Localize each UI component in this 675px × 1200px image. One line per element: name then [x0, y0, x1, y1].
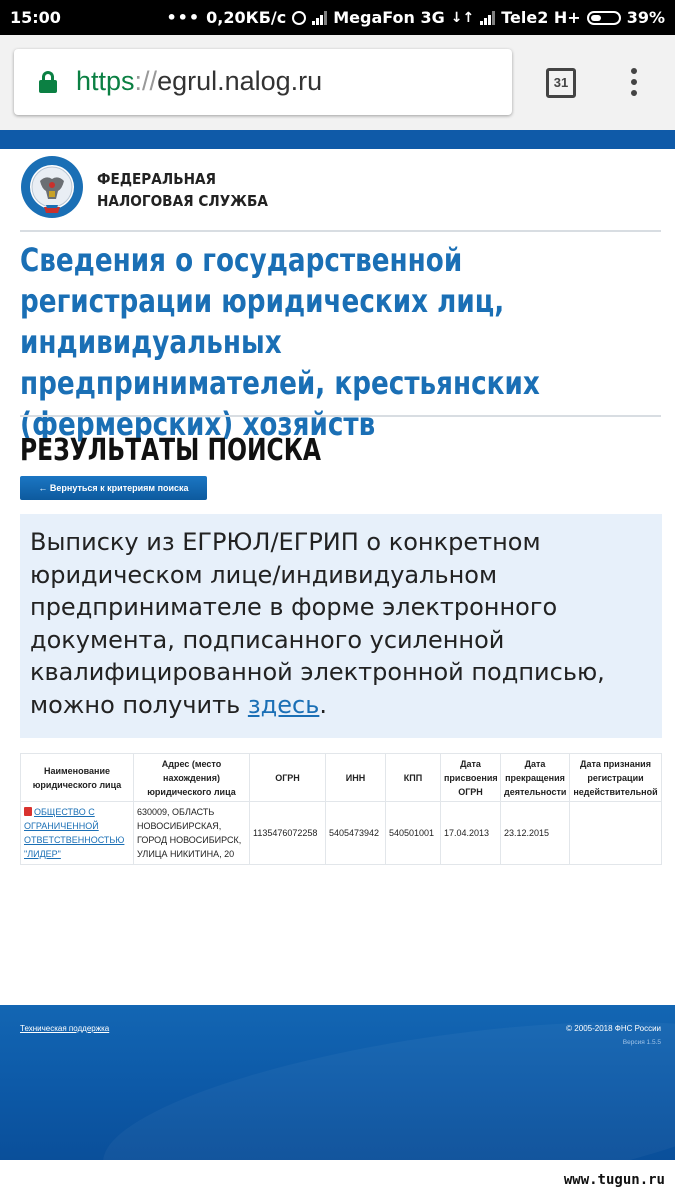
table-header-row [21, 754, 662, 802]
column-header: Дата признания регистрации недействительной [570, 754, 662, 802]
site-footer [0, 1005, 675, 1160]
signal-icon-2 [480, 11, 495, 25]
watermark: www.tugun.ru [563, 1172, 665, 1188]
info-box: Выписку из ЕГРЮЛ/ЕГРИП о конкретном юридическом лице/индивидуальном предпринимателе в форме электронного документа, подписанного усиленной квалифицированной электронной подписью, можно получить здесь. [20, 514, 662, 738]
status-indicators [166, 8, 665, 27]
battery-percent: 39% [626, 8, 665, 27]
address-bar[interactable] [14, 49, 512, 115]
carrier-2: Tele2 H+ [501, 8, 581, 27]
url-text[interactable]: https://egrul.nalog.ru [76, 66, 323, 96]
tab-switcher-button[interactable]: 31 [546, 68, 576, 98]
column-header: КПП [386, 754, 441, 802]
download-extract-link[interactable]: здесь [247, 690, 320, 719]
divider [20, 415, 661, 417]
version-label: Версия 1.5.5 [622, 1039, 661, 1046]
column-header: Дата присвоения ОГРН [441, 754, 501, 802]
ogrn-cell: 1135476072258 [250, 802, 326, 865]
back-to-criteria-button[interactable]: ← Вернуться к критериям поиска [20, 476, 207, 500]
signal-icon [312, 11, 327, 25]
pdf-icon[interactable] [24, 807, 32, 816]
info-text: Выписку из ЕГРЮЛ/ЕГРИП о конкретном юридическом лице/индивидуальном предпринимателе в форме электронного документа, подписанного усиленной квалифицированной электронной подписью, можно получить [30, 528, 605, 719]
column-header: ИНН [326, 754, 386, 802]
ogrn-date-cell: 17.04.2013 [441, 802, 501, 865]
end-date-cell: 23.12.2015 [501, 802, 570, 865]
company-name-cell [21, 802, 134, 865]
page-title: Сведения о государственной регистрации юридических лиц, индивидуальных предпринимателей, крестьянских (фермерских) хозяйств [20, 241, 540, 443]
alarm-icon [292, 11, 306, 25]
battery-icon [587, 11, 621, 25]
browser-toolbar [0, 35, 675, 130]
results-table [20, 753, 662, 865]
inn-cell: 5405473942 [326, 802, 386, 865]
copyright: © 2005-2018 ФНС России [566, 1024, 661, 1033]
kpp-cell: 540501001 [386, 802, 441, 865]
network-speed: 0,20КБ/с [206, 8, 287, 27]
status-time: 15:00 [10, 8, 61, 27]
tech-support-link[interactable]: Техническая поддержка [20, 1024, 110, 1033]
notification-dots-icon: ••• [166, 8, 201, 27]
org-name: ФЕДЕРАЛЬНАЯ НАЛОГОВАЯ СЛУЖБА [97, 170, 268, 210]
site-header-strip [0, 130, 675, 149]
carrier-1: MegaFon 3G [333, 8, 445, 27]
address-cell: 630009, ОБЛАСТЬ НОВОСИБИРСКАЯ, ГОРОД НОВОСИБИРСК, УЛИЦА НИКИТИНА, 20 [134, 802, 250, 865]
table-row [21, 802, 662, 865]
column-header: Наименование юридического лица [21, 754, 134, 802]
data-transfer-icon: ↓↑ [450, 9, 475, 26]
overflow-menu-icon[interactable] [628, 68, 640, 100]
status-bar [0, 0, 675, 35]
column-header: Дата прекращения деятельности [501, 754, 570, 802]
lock-icon [39, 71, 57, 93]
divider [20, 230, 661, 232]
company-name-link[interactable]: ОБЩЕСТВО С ОГРАНИЧЕННОЙ ОТВЕТСТВЕННОСТЬЮ "ЛИДЕР" [24, 807, 125, 859]
fns-emblem-icon[interactable] [20, 155, 84, 219]
column-header: ОГРН [250, 754, 326, 802]
column-header: Адрес (место нахождения) юридического лица [134, 754, 250, 802]
results-title: РЕЗУЛЬТАТЫ ПОИСКА [20, 433, 321, 468]
invalid-date-cell [570, 802, 662, 865]
